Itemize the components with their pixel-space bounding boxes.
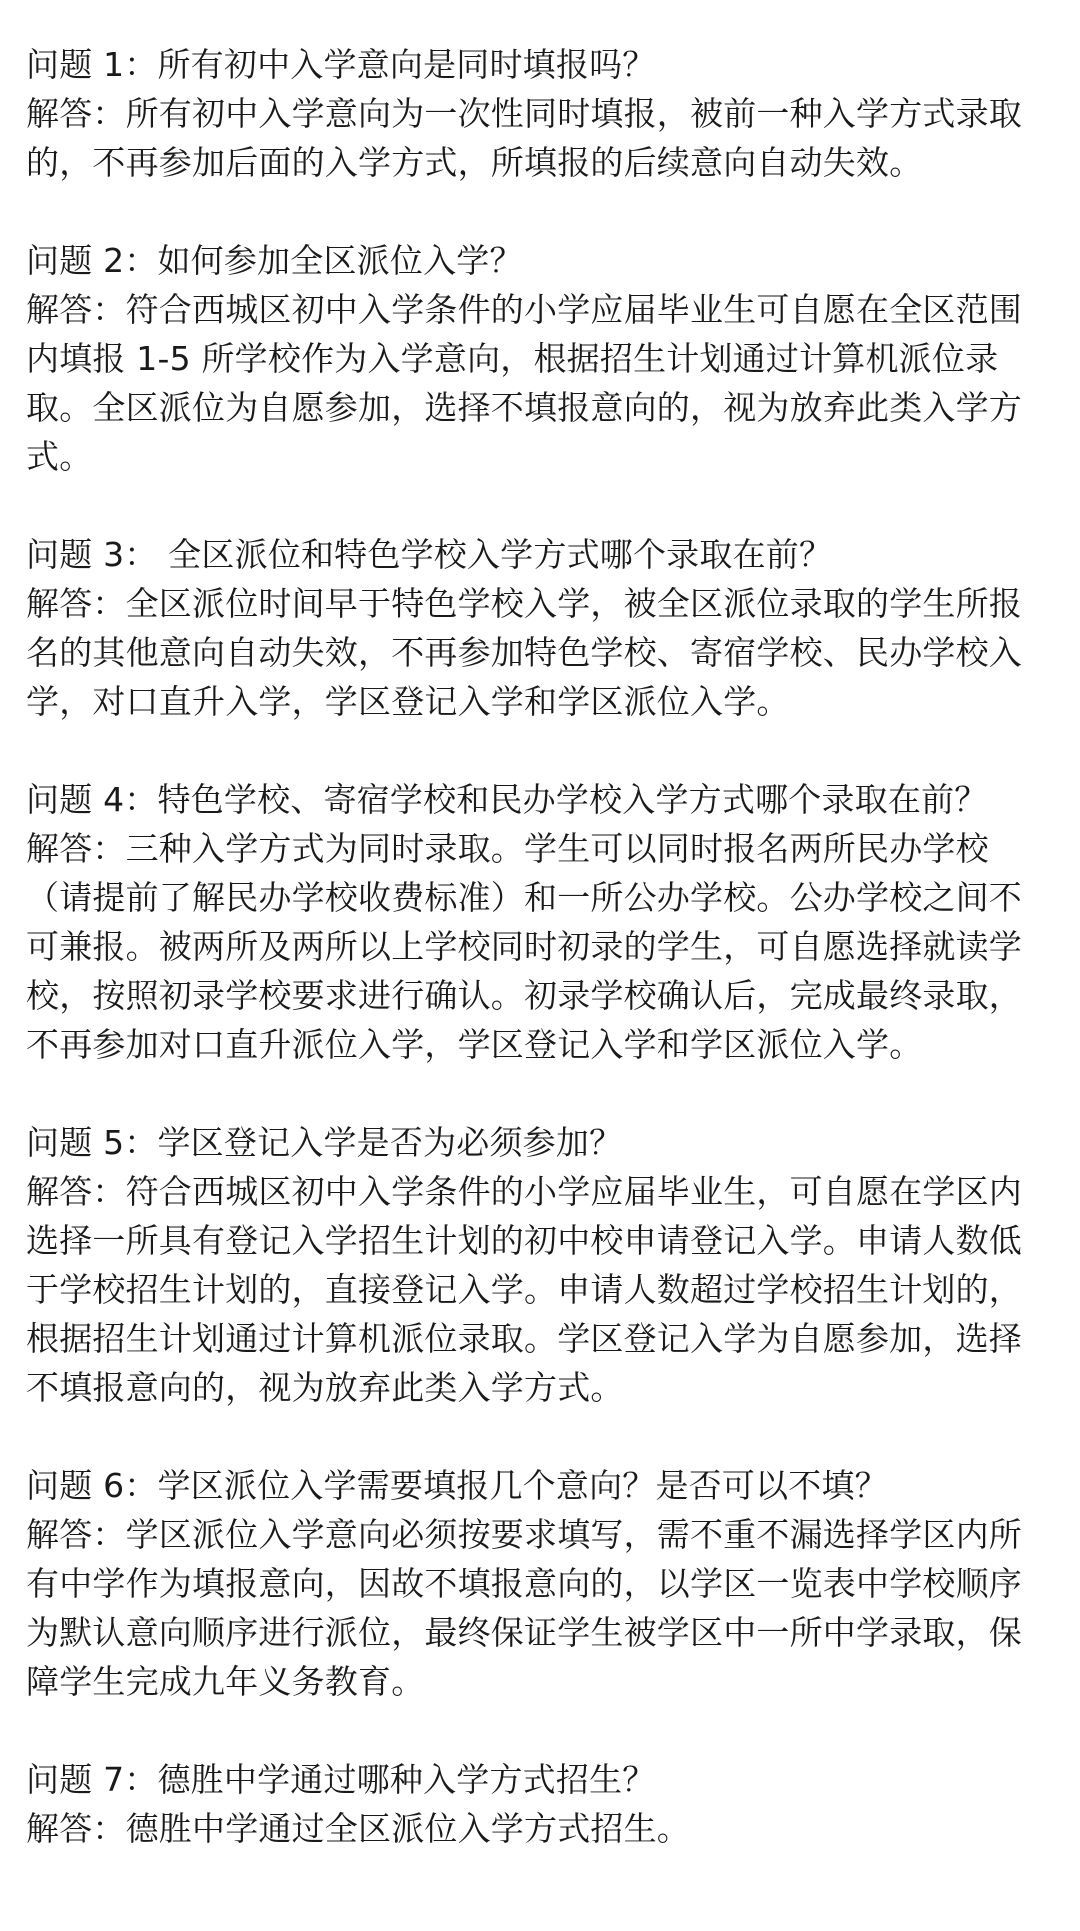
faq-question: 问题 7：德胜中学通过哪种入学方式招生？ <box>26 1760 656 1799</box>
faq-answer-line: 解答：德胜中学通过全区派位入学方式招生。 <box>26 1809 690 1848</box>
faq-answer-line: 内填报 1-5 所学校作为入学意向，根据招生计划通过计算机派位录 <box>26 339 999 378</box>
faq-answer-line: 不填报意向的，视为放弃此类入学方式。 <box>26 1368 624 1407</box>
faq-answer-line: 为默认意向顺序进行派位，最终保证学生被学区中一所中学录取，保 <box>26 1613 1022 1652</box>
faq-answer-line: 于学校招生计划的，直接登记入学。申请人数超过学校招生计划的， <box>26 1270 1022 1309</box>
faq-answer-line: 有中学作为填报意向，因故不填报意向的，以学区一览表中学校顺序 <box>26 1564 1022 1603</box>
faq-answer-line: 学，对口直升入学，学区登记入学和学区派位入学。 <box>26 682 790 721</box>
faq-answer-line: 名的其他意向自动失效，不再参加特色学校、寄宿学校、民办学校入 <box>26 633 1022 672</box>
faq-question: 问题 4：特色学校、寄宿学校和民办学校入学方式哪个录取在前？ <box>26 780 988 819</box>
faq-item-6 <box>26 1461 1058 1706</box>
faq-question: 问题 1：所有初中入学意向是同时填报吗？ <box>26 45 656 84</box>
faq-answer-line: （请提前了解民办学校收费标准）和一所公办学校。公办学校之间不 <box>26 878 1022 917</box>
faq-item-1 <box>26 40 1058 187</box>
faq-answer-line: 解答：三种入学方式为同时录取。学生可以同时报名两所民办学校 <box>26 829 989 868</box>
faq-answer-line: 解答：所有初中入学意向为一次性同时填报，被前一种入学方式录取 <box>26 94 1022 133</box>
faq-question: 问题 5：学区登记入学是否为必须参加？ <box>26 1123 623 1162</box>
faq-answer-line: 校，按照初录学校要求进行确认。初录学校确认后，完成最终录取， <box>26 976 1022 1015</box>
faq-answer-line: 可兼报。被两所及两所以上学校同时初录的学生，可自愿选择就读学 <box>26 927 1022 966</box>
faq-answer-line: 解答：符合西城区初中入学条件的小学应届毕业生可自愿在全区范围 <box>26 290 1022 329</box>
faq-item-5 <box>26 1118 1058 1412</box>
faq-answer-line: 式。 <box>26 437 93 476</box>
faq-item-2 <box>26 236 1058 481</box>
faq-answer-line: 选择一所具有登记入学招生计划的初中校申请登记入学。申请人数低 <box>26 1221 1022 1260</box>
faq-question: 问题 6：学区派位入学需要填报几个意向？是否可以不填？ <box>26 1466 888 1505</box>
faq-answer-line: 的，不再参加后面的入学方式，所填报的后续意向自动失效。 <box>26 143 923 182</box>
faq-answer-line: 取。全区派位为自愿参加，选择不填报意向的，视为放弃此类入学方 <box>26 388 1022 427</box>
faq-item-7 <box>26 1755 1058 1853</box>
faq-question: 问题 3： 全区派位和特色学校入学方式哪个录取在前？ <box>26 535 833 574</box>
faq-answer-line: 解答：学区派位入学意向必须按要求填写，需不重不漏选择学区内所 <box>26 1515 1022 1554</box>
faq-item-3 <box>26 530 1058 726</box>
faq-answer-line: 解答：符合西城区初中入学条件的小学应届毕业生，可自愿在学区内 <box>26 1172 1022 1211</box>
faq-answer-line: 解答：全区派位时间早于特色学校入学，被全区派位录取的学生所报 <box>26 584 1022 623</box>
faq-question: 问题 2：如何参加全区派位入学？ <box>26 241 523 280</box>
faq-answer-line: 不再参加对口直升派位入学，学区登记入学和学区派位入学。 <box>26 1025 923 1064</box>
faq-answer-line: 障学生完成九年义务教育。 <box>26 1662 425 1701</box>
faq-item-4 <box>26 775 1058 1069</box>
faq-answer-line: 根据招生计划通过计算机派位录取。学区登记入学为自愿参加，选择 <box>26 1319 1022 1358</box>
